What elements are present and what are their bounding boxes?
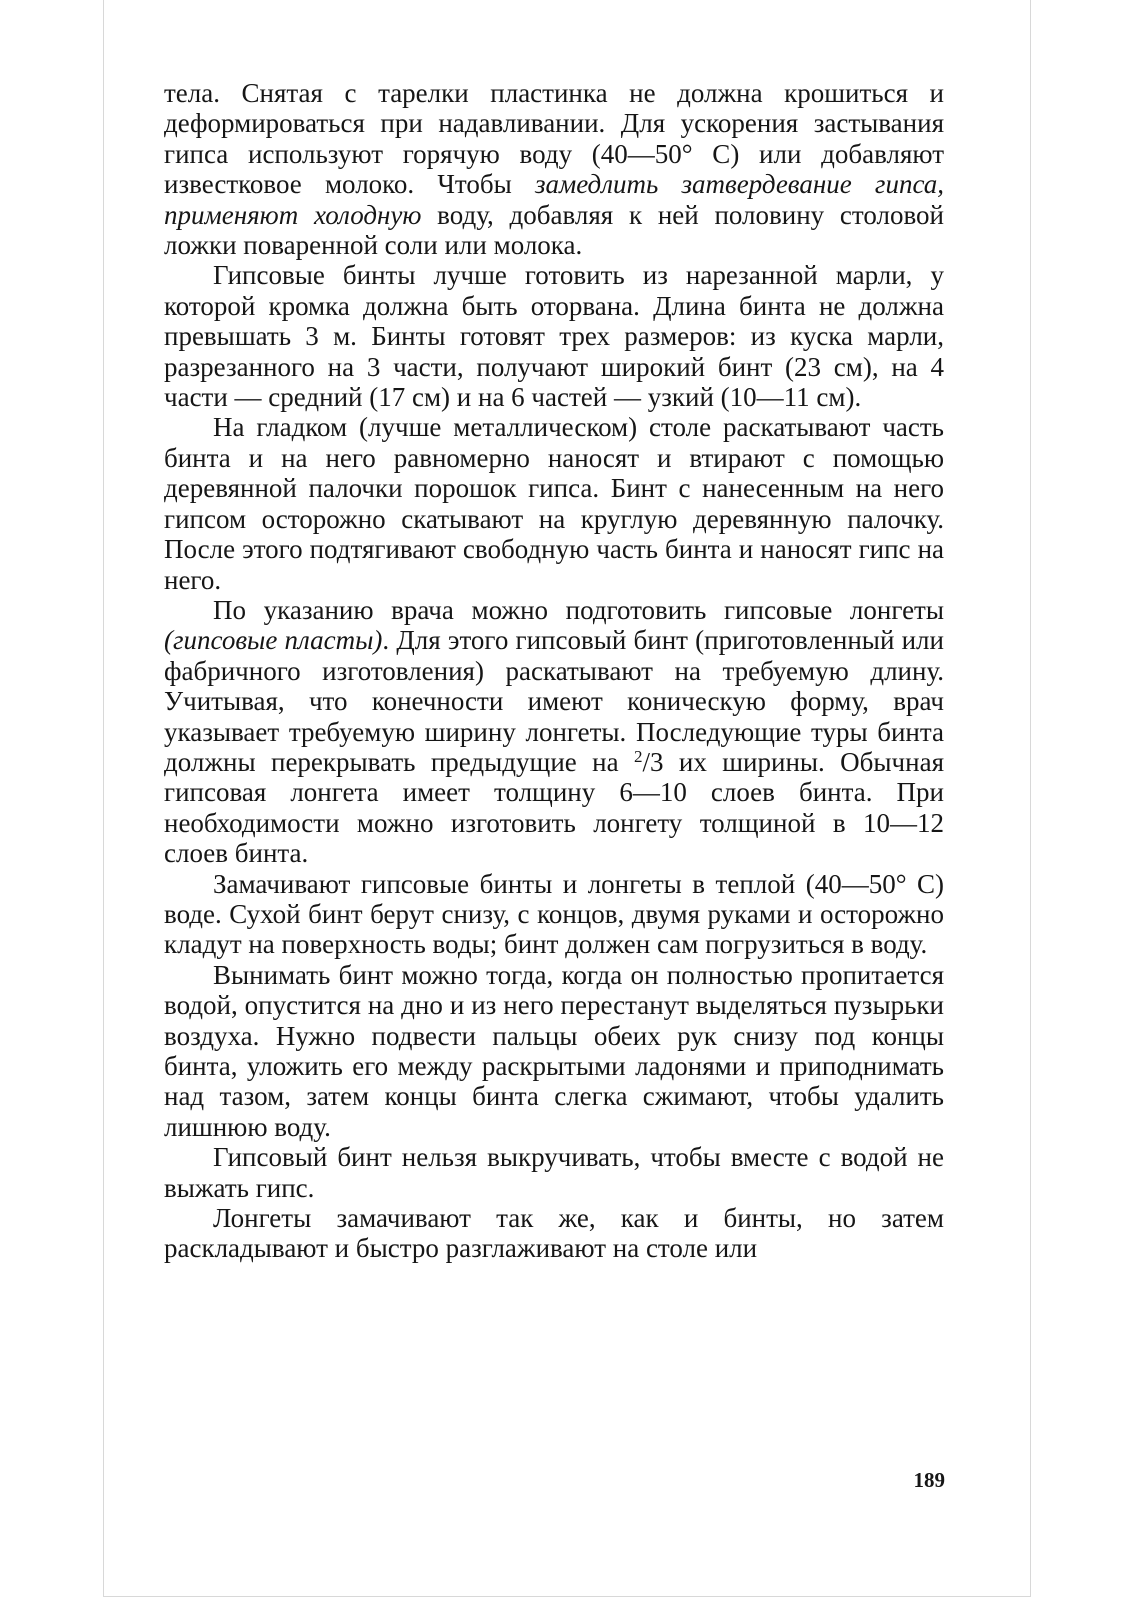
page-number: 189 xyxy=(913,1468,945,1492)
paragraph-4-text-end: их ширины. Обычная гипсовая лонгета имеет толщину 6—10 слоев бинта. При необходимости можно изготовить лонгету толщиной в 10—12 слоев бинта. xyxy=(164,746,944,869)
paragraph-8: Лонгеты замачивают так же, как и бинты, но затем раскладывают и быстро разглаживают на столе или xyxy=(164,1203,944,1264)
paragraph-4-text-mid: . Для этого гипсовый бинт (приготовленный или фабричного изготовления) раскатывают на требуемую длину. Учитывая, что конечности имеют коническую форму, врач указывает требуемую ширину лонгеты. Последующие туры бинта должны перекрывать предыдущие на xyxy=(164,625,944,777)
paragraph-2: Гипсовые бинты лучше готовить из нарезанной марли, у которой кромка должна быть оторвана. Длина бинта не должна превышать 3 м. Бинты готовят трех размеров: из куска марли, разрезанного на 3 части, получают широкий бинт (23 см), на 4 части — средний (17 см) и на 6 частей — узкий (10—11 см). xyxy=(164,260,944,413)
italic-phrase: замедлить затвердевание гипса, применяют холодную xyxy=(164,169,944,230)
paragraph-3: На гладком (лучше металлическом) столе раскатывают часть бинта и на него равномерно наносят и втирают с помощью деревянной палочки порошок гипса. Бинт с нанесенным на него гипсом осторожно скатывают на круглую деревянную палочку. После этого подтягивают свободную часть бинта и наносят гипс на него. xyxy=(164,412,944,595)
paragraph-4-text: По указанию врача можно подготовить гипсовые лонгеты xyxy=(213,594,944,625)
paragraph-1 xyxy=(164,78,944,260)
paragraph-1-text-end: воду, добавляя к ней половину столовой ложки поваренной соли или молока. xyxy=(164,199,944,261)
fraction-two-thirds xyxy=(634,747,664,777)
body-text xyxy=(164,78,944,1264)
paragraph-1-text: тела. Снятая с тарелки пластинка не должна крошиться и деформироваться при надавливании. Для ускорения застывания гипса используют горячую воду (40—50° С) или добавляют известковое молоко. Чтобы xyxy=(164,78,944,200)
fraction-denominator: /3 xyxy=(642,746,664,777)
paragraph-6: Вынимать бинт можно тогда, когда он полностью пропитается водой, опустится на дно и из него перестанут выделяться пузырьки воздуха. Нужно подвести пальцы обеих рук снизу под концы бинта, уложить его между раскрытыми ладонями и приподнимать над тазом, затем концы бинта слегка сжимают, чтобы удалить лишнюю воду. xyxy=(164,959,944,1142)
paragraph-7: Гипсовый бинт нельзя выкручивать, чтобы вместе с водой не выжать гипс. xyxy=(164,1142,944,1203)
paragraph-5: Замачивают гипсовые бинты и лонгеты в теплой (40—50° С) воде. Сухой бинт берут снизу, с концов, двумя руками и осторожно кладут на поверхность воды; бинт должен сам погрузиться в воду. xyxy=(164,868,944,960)
italic-term: (гипсовые пласты) xyxy=(164,625,383,656)
paragraph-4 xyxy=(164,595,944,869)
fraction-numerator: 2 xyxy=(634,746,643,766)
